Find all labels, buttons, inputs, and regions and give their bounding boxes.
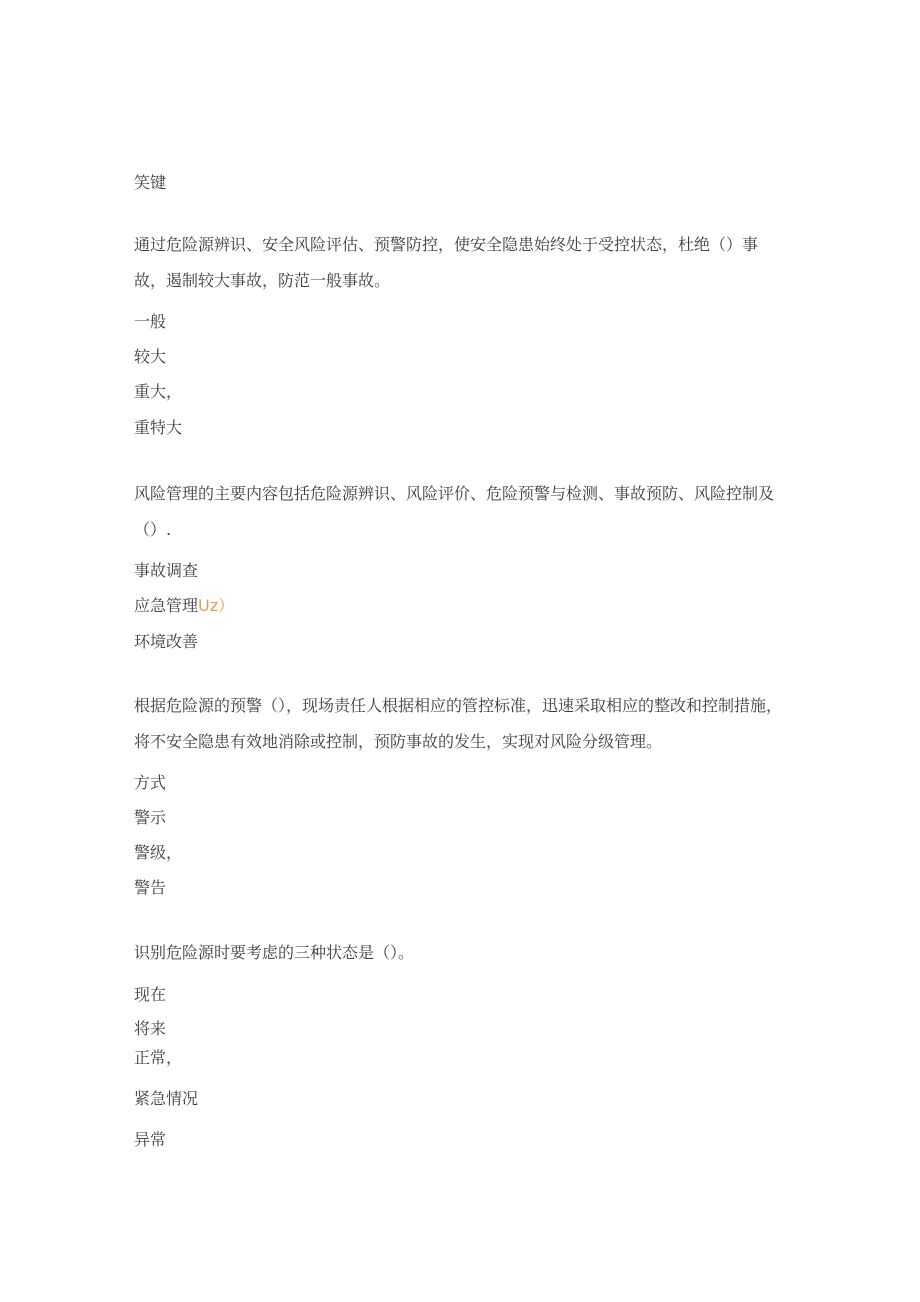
option-item: 正常，	[134, 1048, 183, 1067]
option-item: 重特大	[134, 418, 183, 437]
option-item: 一般	[134, 312, 167, 331]
option-item: 重大，	[134, 382, 183, 401]
option-item: 现在	[134, 985, 167, 1004]
option-item: 警示	[134, 808, 167, 827]
question-text: 通过危险源辨识、安全风险评估、预警防控，使安全隐患始终处于受控状态，杜绝（）事故，遏制较大事故，防范一般事故。	[134, 235, 759, 290]
option-item: 环境改善	[134, 632, 199, 651]
option-item: 紧急情况	[134, 1089, 199, 1108]
option-item: 将来	[134, 1019, 167, 1038]
option-item: 应急管理	[134, 596, 199, 615]
option-item: 方式	[134, 773, 167, 792]
option-item: 事故调查	[134, 561, 199, 580]
option-item: 较大	[134, 347, 167, 366]
option-row	[134, 596, 234, 616]
option-item: 警告	[134, 878, 167, 897]
option-mark: Uz）	[198, 596, 235, 615]
question-text: 风险管理的主要内容包括危险源辨识、风险评价、危险预警与检测、事故预防、风险控制及（）.	[134, 484, 775, 539]
option-item: 异常	[134, 1130, 167, 1149]
option-item: 警级，	[134, 843, 183, 862]
question-text: 根据危险源的预警（），现场责任人根据相应的管控标准，迅速采取相应的整改和控制措施，将不安全隐患有效地消除或控制，预防事故的发生，实现对风险分级管理。	[134, 696, 783, 751]
question-text: 识别危险源时要考虑的三种状态是（）。	[134, 943, 415, 962]
heading: 笑键	[134, 173, 167, 192]
